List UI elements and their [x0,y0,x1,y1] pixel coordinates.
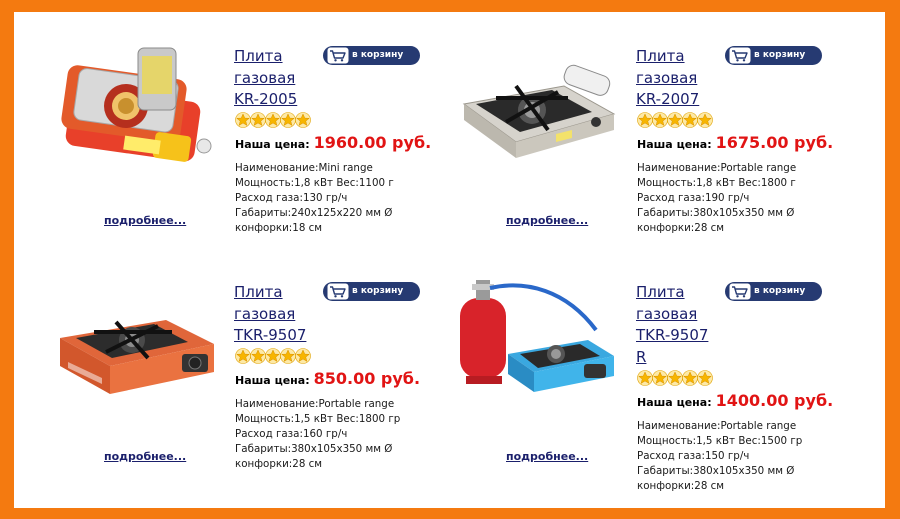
star-icon [667,370,683,386]
product-title-link[interactable]: Плита газовая KR-2007 [636,47,700,108]
star-icon [637,370,653,386]
star-icon [652,112,668,128]
details-link[interactable]: подробнее... [506,214,589,227]
star-icon [697,370,713,386]
add-to-cart-button[interactable]: в корзину [323,46,420,65]
spec-line: конфорки:18 см [235,222,323,235]
product-specs [235,161,445,236]
rating-stars [637,370,712,386]
star-icon [697,112,713,128]
star-icon [652,370,668,386]
product-specs [235,397,445,472]
price-value: 1960.00 руб. [313,133,432,152]
product-image-tkr9507[interactable] [54,270,214,410]
spec-line: Наименование:Portable range [637,162,797,174]
price-row [637,133,833,157]
product-image-kr2005[interactable] [54,34,214,174]
product-image-kr2007[interactable] [456,34,616,174]
price-row [637,391,833,415]
product-card [456,270,856,510]
product-title-link[interactable]: Плита газовая TKR-9507 R [636,283,709,366]
star-icon [280,112,296,128]
price-value: 850.00 руб. [313,369,421,388]
cart-icon [327,47,349,64]
details-link[interactable]: подробнее... [104,214,187,227]
add-to-cart-button[interactable]: в корзину [725,46,822,65]
add-to-cart-button[interactable]: в корзину [725,282,822,301]
spec-line: Наименование:Mini range [235,162,373,174]
star-icon [265,112,281,128]
star-icon [250,348,266,364]
product-title-link[interactable]: Плита газовая KR-2005 [234,47,298,108]
spec-line: Расход газа:130 гр/ч [235,192,348,205]
spec-line: Габариты:380х105х350 мм Ø [637,207,795,220]
add-to-cart-button[interactable]: в корзину [323,282,420,301]
spec-line: Мощность:1,5 кВт Вес:1500 гр [637,435,803,448]
star-icon [280,348,296,364]
details-link[interactable]: подробнее... [506,450,589,463]
star-icon [682,370,698,386]
star-icon [250,112,266,128]
star-icon [637,112,653,128]
spec-line: Расход газа:150 гр/ч [637,450,750,463]
star-icon [667,112,683,128]
price-value: 1675.00 руб. [715,133,834,152]
spec-line: Габариты:240х125х220 мм Ø [235,207,393,220]
page-frame [14,12,885,508]
spec-line: конфорки:28 см [637,480,725,493]
product-card [456,34,856,274]
cart-icon [327,283,349,300]
price-label: Наша цена: [637,138,712,151]
price-value: 1400.00 руб. [715,391,834,410]
spec-line: Габариты:380х105х350 мм Ø [637,465,795,478]
star-icon [235,112,251,128]
cart-icon [729,283,751,300]
spec-line: Мощность:1,5 кВт Вес:1800 гр [235,413,401,426]
spec-line: конфорки:28 см [235,458,323,471]
star-icon [235,348,251,364]
product-title-link[interactable]: Плита газовая TKR-9507 [234,283,307,344]
rating-stars [235,112,310,128]
details-link[interactable]: подробнее... [104,450,187,463]
spec-line: Расход газа:160 гр/ч [235,428,348,441]
product-card [54,270,454,510]
star-icon [295,112,311,128]
rating-stars [235,348,310,364]
price-label: Наша цена: [235,138,310,151]
spec-line: конфорки:28 см [637,222,725,235]
star-icon [295,348,311,364]
spec-line: Мощность:1,8 кВт Вес:1100 г [235,177,394,190]
product-card [54,34,454,274]
product-specs [637,419,847,494]
price-row [235,369,420,393]
product-specs [637,161,847,236]
star-icon [682,112,698,128]
spec-line: Габариты:380х105х350 мм Ø [235,443,393,456]
price-row [235,133,431,157]
spec-line: Наименование:Portable range [235,398,395,410]
price-label: Наша цена: [235,374,310,387]
spec-line: Расход газа:190 гр/ч [637,192,750,205]
spec-line: Мощность:1,8 кВт Вес:1800 г [637,177,796,190]
rating-stars [637,112,712,128]
spec-line: Наименование:Portable range [637,420,797,432]
star-icon [265,348,281,364]
cart-icon [729,47,751,64]
product-image-tkr9507r[interactable] [456,270,616,410]
price-label: Наша цена: [637,396,712,409]
